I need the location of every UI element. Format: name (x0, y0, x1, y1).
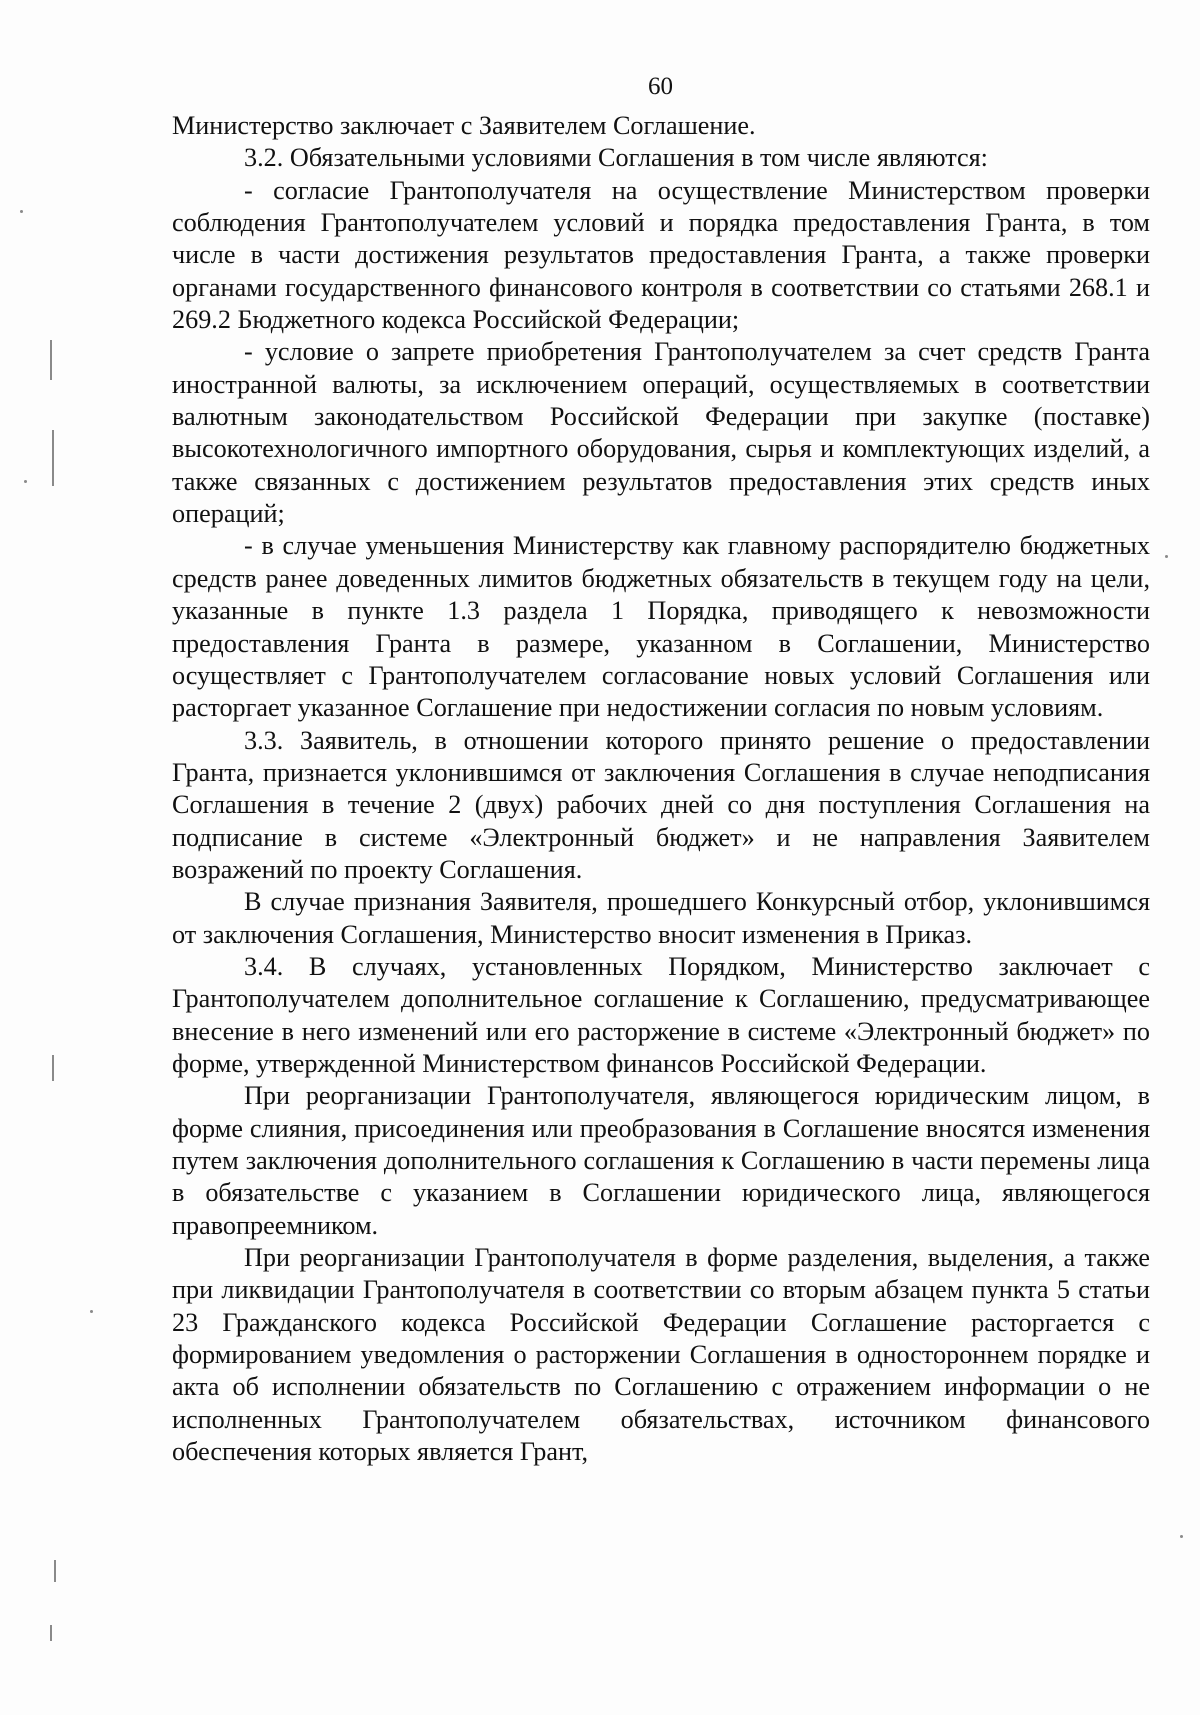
scan-artifact-line (50, 1625, 52, 1641)
scan-artifact-line (50, 340, 52, 380)
paragraph-evasion-case: В случае признания Заявителя, прошедшего Конкурсный отбор, уклонившимся от заключения Соглашения, Министерство вносит изменения в Приказ. (172, 887, 1150, 949)
paragraph-continuation: Министерство заключает с Заявителем Соглашение. (172, 111, 756, 140)
scan-artifact-dot (1165, 555, 1168, 558)
scan-artifact-dot (20, 210, 23, 213)
scan-artifact-dot (90, 1310, 93, 1313)
paragraph-condition-limits: - в случае уменьшения Министерству как главному распорядителю бюджетных средств ранее доведенных лимитов бюджетных обязательств в текущем году на цели, указанные в пункте 1.3 раздела 1 Порядка, приводящего к невозможности предоставления Гранта в размере, указанном в Соглашении, Министерство осуществляет с Грантополучателем согласование новых условий Соглашения или расторгает указанное Соглашение при недостижении согласия по новым условиям. (172, 531, 1150, 723)
paragraph-condition-audit: - согласие Грантополучателя на осуществление Министерством проверки соблюдения Грантополучателем условий и порядка предоставления Гранта, в том числе в части достижения результатов предоставления Гранта, а также проверки органами государственного финансового контроля в соответствии со статьями 268.1 и 269.2 Бюджетного кодекса Российской Федерации; (172, 175, 1150, 335)
document-body (172, 110, 1150, 1468)
paragraph-section-3-4: 3.4. В случаях, установленных Порядком, Министерство заключает с Грантополучателем дополнительное соглашение к Соглашению, предусматривающее внесение в него изменений или его расторжение в системе «Электронный бюджет» по форме, утвержденной Министерством финансов Российской Федерации. (172, 951, 1150, 1078)
scan-artifact-line (52, 1055, 54, 1081)
scan-artifact-line (52, 430, 54, 486)
scan-artifact-line (54, 1560, 56, 1582)
scan-artifact-dot (1180, 1535, 1183, 1538)
scan-artifact-dot (24, 480, 27, 483)
paragraph-reorganization-merger: При реорганизации Грантополучателя, являющегося юридическим лицом, в форме слияния, присоединения или преобразования в Соглашение вносятся изменения путем заключения дополнительного соглашения к Соглашению в части перемены лица в обязательстве с указанием в Соглашении юридического лица, являющегося правопреемником. (172, 1081, 1150, 1240)
paragraph-reorganization-division: При реорганизации Грантополучателя в форме разделения, выделения, а также при ликвидации Грантополучателя в соответствии со вторым абзацем пункта 5 статьи 23 Гражданского кодекса Российской Федерации Соглашение расторгается с формированием уведомления о расторжении Соглашения в одностороннем порядке и акта об исполнении обязательств по Соглашению с отражением информации о не исполненных Грантополучателем обязательствах, источником финансового обеспечения которых является Грант, (172, 1243, 1150, 1467)
page-number: 60 (648, 73, 673, 100)
paragraph-section-3-2: 3.2. Обязательными условиями Соглашения в том числе являются: (244, 143, 988, 173)
paragraph-condition-currency: - условие о запрете приобретения Грантополучателем за счет средств Гранта иностранной валюты, за исключением операций, осуществляемых в соответствии валютным законодательством Российской Федерации при закупке (поставке) высокотехнологичного импортного оборудования, сырья и комплектующих изделий, а также связанных с достижением результатов предоставления этих средств иных операций; (172, 337, 1150, 529)
paragraph-section-3-3: 3.3. Заявитель, в отношении которого принято решение о предоставлении Гранта, признается уклонившимся от заключения Соглашения в случае неподписания Соглашения в течение 2 (двух) рабочих дней со дня поступления Соглашения на подписание в системе «Электронный бюджет» и не направления Заявителем возражений по проекту Соглашения. (172, 725, 1150, 884)
